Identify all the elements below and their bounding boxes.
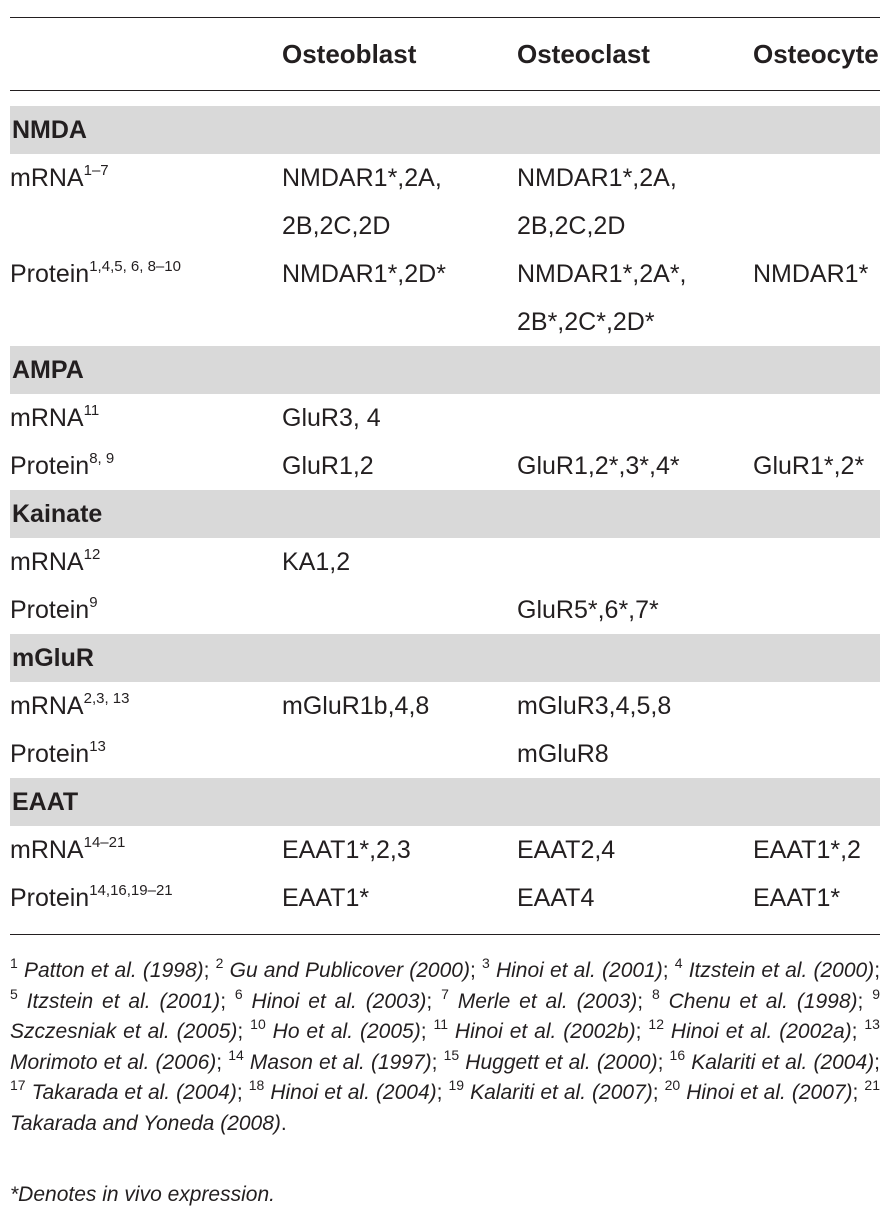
header-osteoblast: Osteoblast (282, 39, 417, 69)
row-label-text: Protein (10, 740, 90, 768)
cell-osteoclast: EAAT4 (517, 884, 595, 912)
row-label-text: Protein (10, 260, 90, 288)
row-label-refs: 14,16,19–21 (89, 882, 173, 899)
footnote-number: 15 (443, 1046, 460, 1063)
section-title: Kainate (12, 500, 103, 528)
cell-osteoclast: 2B*,2C*,2D* (517, 308, 655, 336)
row-label (10, 874, 173, 922)
row-label (10, 442, 114, 490)
header-osteoclast: Osteoclast (517, 39, 650, 69)
footnote-number: 12 (648, 1016, 664, 1032)
footnote-citation: Hinoi et al. (2007) (680, 1081, 853, 1104)
cell-osteoblast: EAAT1*,2,3 (282, 836, 411, 864)
row-label (10, 586, 98, 634)
footnote-number: 13 (864, 1016, 880, 1032)
row-label-refs: 14–21 (83, 834, 126, 851)
footnote-citation: Hinoi et al. (2001) (489, 959, 663, 982)
cell-osteoblast: GluR3, 4 (282, 404, 381, 432)
section-band-ampa (10, 346, 880, 394)
footnote-number: 18 (248, 1077, 265, 1093)
cell-osteoclast: mGluR3,4,5,8 (517, 692, 672, 720)
row-label-text: mRNA (10, 548, 84, 576)
row-label-refs: 2,3, 13 (83, 690, 130, 707)
section-title: mGluR (12, 644, 94, 672)
row-label-refs: 13 (89, 738, 106, 755)
section-title: EAAT (12, 788, 79, 816)
header-rule (10, 90, 880, 91)
footnote-citation: Itzstein et al. (2000) (682, 959, 875, 982)
footnote-citation: Chenu et al. (1998) (659, 989, 858, 1013)
footnote-number: 6 (234, 985, 243, 1002)
footnote-number: 14 (228, 1046, 244, 1063)
cell-osteoclast: EAAT2,4 (517, 836, 616, 864)
row-label-refs: 11 (83, 402, 100, 419)
footnote-number: 16 (669, 1046, 686, 1063)
cell-osteoclast: mGluR8 (517, 740, 609, 768)
footnote-number: 11 (433, 1016, 448, 1032)
cell-osteoblast: mGluR1b,4,8 (282, 692, 430, 720)
cell-osteoclast: GluR5*,6*,7* (517, 596, 659, 624)
footnote-citation: Morimoto et al. (2006) (10, 1050, 217, 1074)
row-label-text: mRNA (10, 404, 84, 432)
footnote-citation: Gu and Publicover (2000) (223, 959, 470, 982)
cell-osteoclast: GluR1,2*,3*,4* (517, 452, 680, 480)
cell-osteoblast: KA1,2 (282, 548, 351, 576)
cell-osteoclast: NMDAR1*,2A, (517, 164, 677, 192)
footnote-citation: Szczesniak et al. (2005) (10, 1020, 238, 1043)
footnote-number: 4 (674, 955, 683, 971)
row-label-text: Protein (10, 884, 90, 912)
row-label-refs: 1–7 (83, 162, 109, 179)
cell-osteocyte: GluR1*,2* (753, 452, 865, 480)
footnote-citation: Kalariti et al. (2004) (685, 1050, 875, 1074)
cell-osteoclast: 2B,2C,2D (517, 212, 626, 240)
footnote-number: 19 (448, 1077, 465, 1093)
cell-osteoclast: NMDAR1*,2A*, (517, 260, 687, 288)
footnote-citation: Takarada et al. (2004) (25, 1081, 237, 1104)
footnote-number: 10 (250, 1016, 266, 1032)
row-label-refs: 8, 9 (89, 450, 115, 467)
section-band-nmda (10, 106, 880, 154)
cell-osteocyte: EAAT1*,2 (753, 836, 861, 864)
row-label (10, 730, 106, 778)
section-band-mglur (10, 634, 880, 682)
row-label-text: Protein (10, 452, 90, 480)
top-rule (10, 17, 880, 18)
footnote-citation: Itzstein et al. (2001) (17, 989, 221, 1013)
footnote-number: 21 (864, 1077, 880, 1093)
section-band-eaat (10, 778, 880, 826)
row-label-text: mRNA (10, 692, 84, 720)
row-label-refs: 1,4,5, 6, 8–10 (89, 258, 181, 275)
footnote-number: 17 (10, 1077, 26, 1093)
cell-osteocyte: NMDAR1* (753, 260, 869, 288)
footnote-number: 9 (872, 985, 881, 1002)
cell-osteoblast: NMDAR1*,2D* (282, 260, 446, 288)
footnote-citation: Hinoi et al. (2003) (242, 989, 427, 1013)
row-label-text: mRNA (10, 164, 84, 192)
row-label (10, 250, 181, 298)
footnote-citation: Mason et al. (1997) (243, 1050, 432, 1074)
cell-osteoblast: GluR1,2 (282, 452, 374, 480)
footnote-number: 3 (481, 955, 490, 971)
footnote-citation: Hinoi et al. (2002b) (448, 1020, 636, 1043)
row-label (10, 154, 109, 202)
footnote-citation: Ho et al. (2005) (265, 1020, 421, 1043)
footnote-citation: Hinoi et al. (2002a) (663, 1020, 852, 1043)
footnote-number: 2 (215, 955, 224, 971)
cell-osteocyte: EAAT1* (753, 884, 841, 912)
footnote-citation: Kalariti et al. (2007) (464, 1081, 653, 1104)
row-label (10, 826, 125, 874)
footnotes: $^1$ Patton et al. (1998); $^2$ Gu and Publicover (2000); $^3$ Hinoi et al. (2001); $^4$ Itzstein et al. (2000); $^5$ Itzstein et al. (2001); $^6$ Hinoi et al. (2003); $^7$ Merle et al. (2003); $^8$ Chenu et al. (1998); $^9$ Szczesniak et al. (2005); $^{10}$ Ho et al. (2005); $^{11}$ Hinoi et al. (2002b); $^{12}$ Hinoi et al. (2002a); $^{13}$ Morimoto et al. (2006); $^{14}$ Mason et al. (1997); $^{15}$ Huggett et al. (2000); $^{16}$ Kalariti et al. (2004); $^{17}$ Takarada et al. (2004); $^{18}$ Hinoi et al. (2004); $^{19}$ Kalariti et al. (2007); $^{20}$ Hinoi et al. (2007); $^{21}$ Takarada and Yoneda (2008). (10, 955, 881, 1135)
row-label-refs: 12 (83, 546, 101, 563)
footnote-citation: Takarada and Yoneda (2008) (10, 1111, 281, 1135)
footnote-citation: Patton et al. (1998) (17, 959, 204, 982)
section-band-kainate (10, 490, 880, 538)
expression-note: *Denotes in vivo expression. (10, 1183, 275, 1206)
row-label (10, 538, 100, 586)
row-label-text: mRNA (10, 836, 84, 864)
footnote-number: 5 (10, 985, 18, 1002)
cell-osteoblast: NMDAR1*,2A, (282, 164, 442, 192)
footnote-number: 1 (10, 955, 18, 971)
section-title: NMDA (12, 116, 87, 144)
row-label-text: Protein (10, 596, 90, 624)
footnote-citation: Hinoi et al. (2004) (264, 1081, 437, 1104)
row-label (10, 682, 129, 730)
row-label-refs: 9 (89, 594, 98, 611)
footnote-number: 20 (664, 1077, 681, 1093)
footnotes-rule (10, 934, 880, 935)
cell-osteoblast: 2B,2C,2D (282, 212, 391, 240)
cell-osteoblast: EAAT1* (282, 884, 370, 912)
footnote-citation: Merle et al. (2003) (448, 989, 638, 1013)
footnote-number: 7 (441, 985, 449, 1002)
footnote-number: 8 (651, 985, 660, 1002)
header-osteocyte: Osteocyte (753, 39, 879, 69)
section-title: AMPA (12, 356, 84, 384)
footnote-citation: Huggett et al. (2000) (459, 1050, 658, 1074)
row-label (10, 394, 99, 442)
